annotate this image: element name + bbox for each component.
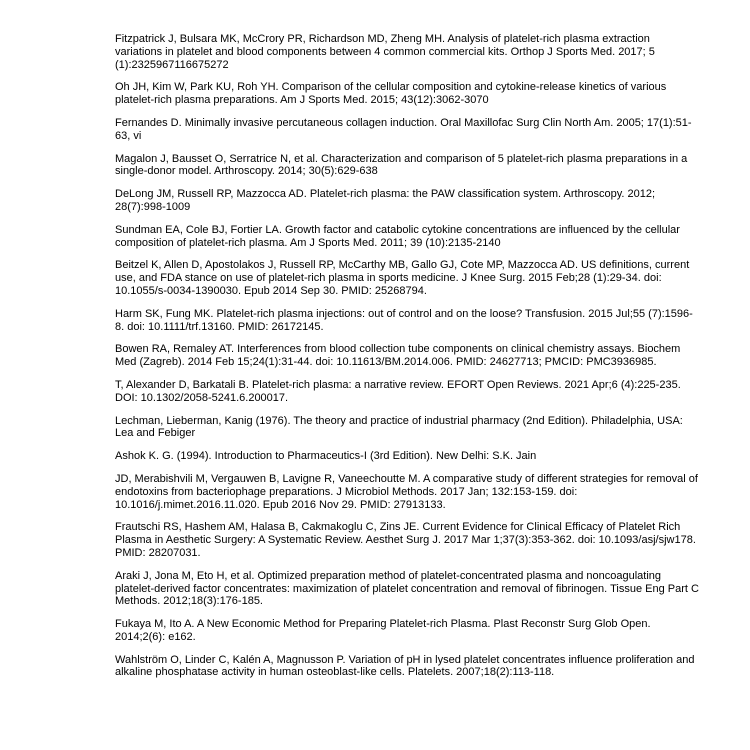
reference-entry: Lechman, Lieberman, Kanig (1976). The theory and practice of industrial pharmacy (2nd Edition). Philadelphia, USA: Lea and Febiger (115, 414, 683, 440)
reference-entry: T, Alexander D, Barkatali B. Platelet-rich plasma: a narrative review. EFORT Open Reviews. 2021 Apr;6 (4):225-235. DOI: 10.1302/2058-5241.6.200017. (115, 378, 681, 404)
reference-list (115, 33, 699, 689)
reference-entry: Ashok K. G. (1994). Introduction to Pharmaceutics-I (3rd Edition). New Delhi: S.K. Jain (115, 450, 537, 463)
reference-entry: Wahlström O, Linder C, Kalén A, Magnusson P. Variation of pH in lysed platelet concentrates influence proliferation and alkaline phosphatase activity in human osteoblast-like cells. Platelets. 2007;18(2):113-118. (115, 653, 695, 679)
reference-entry: DeLong JM, Russell RP, Mazzocca AD. Platelet-rich plasma: the PAW classification system. Arthroscopy. 2012; 28(7):998-1009 (115, 188, 656, 213)
reference-entry: Bowen RA, Remaley AT. Interferences from blood collection tube components on clinical chemistry assays. Biochem Med (Zagreb). 2014 Feb 15;24(1):31-44. doi: 10.11613/BM.2014.006. PMID: 24627713; PMCID: PMC3936985. (115, 343, 681, 369)
reference-entry: JD, Merabishvili M, Vergauwen B, Lavigne R, Vaneechoutte M. A comparative study of different strategies for removal of endotoxins from bacteriophage preparations. J Microbiol Methods. 2017 Jan; 132:153-159. doi: 10.1016/j.mimet.2016.11.020. Epub 2016 Nov 29. PMID: 27913133. (115, 472, 698, 511)
reference-entry: Harm SK, Fung MK. Platelet-rich plasma injections: out of control and on the loose? Transfusion. 2015 Jul;55 (7):1596-8. doi: 10.1111/trf.13160. PMID: 26172145. (115, 307, 693, 333)
reference-entry: Fukaya M, Ito A. A New Economic Method for Preparing Platelet-rich Plasma. Plast Reconstr Surg Glob Open. 2014;2(6): e162. (115, 618, 651, 643)
reference-entry: Frautschi RS, Hashem AM, Halasa B, Cakmakoglu C, Zins JE. Current Evidence for Clinical Efficacy of Platelet Rich Plasma in Aesthetic Surgery: A Systematic Review. Aesthet Surg J. 2017 Mar 1;37(3):353-362. doi: 10.1093/asj/sjw178. PMID: 28207031. (115, 521, 696, 559)
reference-entry: Fernandes D. Minimally invasive percutaneous collagen induction. Oral Maxillofac Surg Clin North Am. 2005; 17(1):51-63, vi (115, 116, 692, 142)
reference-entry: Magalon J, Bausset O, Serratrice N, et al. Characterization and comparison of 5 platelet-rich plasma preparations in a single-donor model. Arthroscopy. 2014; 30(5):629-638 (115, 152, 688, 178)
reference-entry: Fitzpatrick J, Bulsara MK, McCrory PR, Richardson MD, Zheng MH. Analysis of platelet-rich plasma extraction variations in platelet and blood components between 4 common commercial kits. Orthop J Sports Med. 2017; 5 (1):2325967116675272 (115, 33, 655, 71)
reference-entry: Beitzel K, Allen D, Apostolakos J, Russell RP, McCarthy MB, Gallo GJ, Cote MP, Mazzocca AD. US definitions, current use, and FDA stance on use of platelet-rich plasma in sports medicine. J Knee Surg. 2015 Feb;28 (1):29-34. doi: 10.1055/s-0034-1390030. Epub 2014 Sep 30. PMID: 25268794. (115, 259, 690, 297)
reference-entry: Oh JH, Kim W, Park KU, Roh YH. Comparison of the cellular composition and cytokine-release kinetics of various platelet-rich plasma preparations. Am J Sports Med. 2015; 43(12):3062-3070 (115, 81, 667, 107)
reference-entry: Araki J, Jona M, Eto H, et al. Optimized preparation method of platelet-concentrated plasma and noncoagulating platelet-derived factor concentrates: maximization of platelet concentration and removal of fibrinogen. Tissue Eng Part C Methods. 2012;18(3):176-185. (115, 569, 699, 608)
reference-entry: Sundman EA, Cole BJ, Fortier LA. Growth factor and catabolic cytokine concentrations are influenced by the cellular composition of platelet-rich plasma. Am J Sports Med. 2011; 39 (10):2135-2140 (115, 223, 680, 249)
